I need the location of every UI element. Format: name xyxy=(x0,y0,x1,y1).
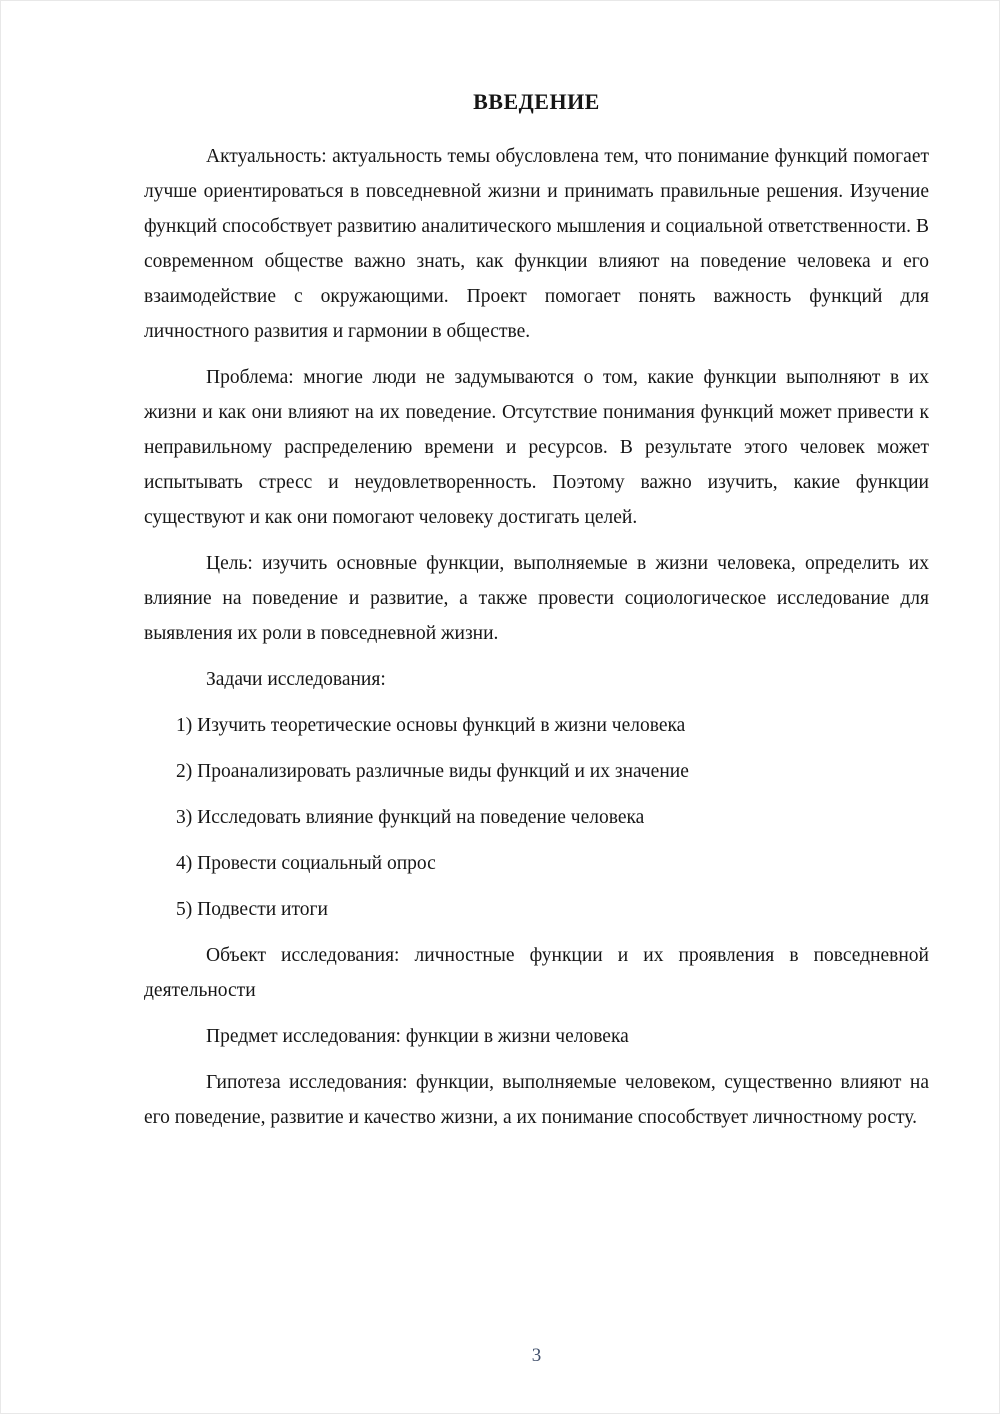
list-item: 1) Изучить теоретические основы функций в жизни человека xyxy=(176,715,686,736)
list-item: 4) Провести социальный опрос xyxy=(176,853,436,874)
paragraph-relevance: Актуальность: актуальность темы обусловлена тем, что понимание функций помогает лучше ориентироваться в повседневной жизни и принимать правильные решения. Изучение функций способствует развитию аналитического мышления и социальной ответственности. В современном обществе важно знать, как функции влияют на поведение человека и его взаимодействие с окружающими. Проект помогает понять важность функций для личностного развития и гармонии в обществе. xyxy=(144,146,929,342)
tasks-list xyxy=(144,708,929,927)
paragraph-problem: Проблема: многие люди не задумываются о том, какие функции выполняют в их жизни и как они влияют на их поведение. Отсутствие понимания функций может привести к неправильному распределению времени и ресурсов. В результате этого человек может испытывать стресс и неудовлетворенность. Поэтому важно изучить, какие функции существуют и как они помогают человеку достигать целей. xyxy=(144,367,929,528)
paragraph-goal: Цель: изучить основные функции, выполняемые в жизни человека, определить их влияние на поведение и развитие, а также провести социологическое исследование для выявления их роли в повседневной жизни. xyxy=(144,553,929,644)
paragraph-object: Объект исследования: личностные функции и их проявления в повседневной деятельности xyxy=(144,945,929,1001)
tasks-heading: Задачи исследования: xyxy=(206,669,386,690)
list-item: 3) Исследовать влияние функций на поведение человека xyxy=(176,807,645,828)
paragraph-subject: Предмет исследования: функции в жизни человека xyxy=(206,1026,629,1047)
document-content xyxy=(1,1,999,1135)
paragraph-hypothesis: Гипотеза исследования: функции, выполняемые человеком, существенно влияют на его поведение, развитие и качество жизни, а их понимание способствует личностному росту. xyxy=(144,1072,929,1128)
page-title: ВВЕДЕНИЕ xyxy=(473,89,600,114)
page-number: 3 xyxy=(531,1345,542,1366)
list-item: 5) Подвести итоги xyxy=(176,899,328,920)
list-item: 2) Проанализировать различные виды функций и их значение xyxy=(176,761,689,782)
